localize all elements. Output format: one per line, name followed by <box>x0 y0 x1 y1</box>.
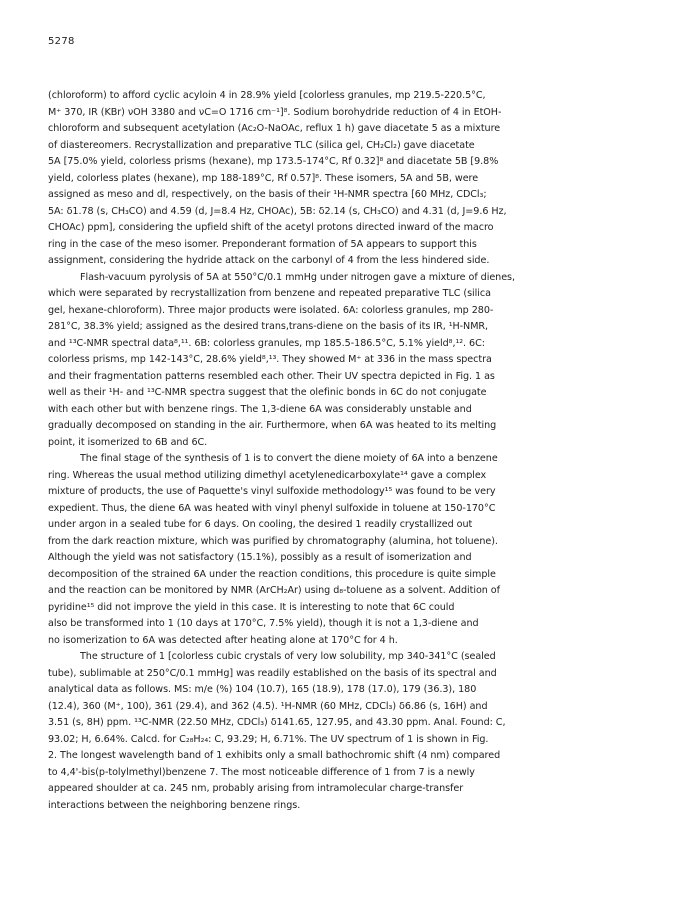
text-line: to 4,4'-bis(p-tolylmethyl)benzene 7. The most noticeable difference of 1 from 7 is a newly <box>48 766 475 778</box>
text-line: assigned as meso and dl, respectively, on the basis of their ¹H-NMR spectra [60 MHz, CDCl₃; <box>48 189 487 200</box>
text-line: 281°C, 38.3% yield; assigned as the desired trans,trans-diene on the basis of its IR, ¹H-NMR, <box>48 321 489 332</box>
text-line: assignment, considering the hydride attack on the carbonyl of 4 from the less hindered side. <box>48 255 490 266</box>
text-line: well as their ¹H- and ¹³C-NMR spectra suggest that the olefinic bonds in 6C do not conjugate <box>48 387 487 398</box>
text-line: CHOAc) ppm], considering the upfield shift of the acetyl protons directed inward of the macro <box>48 222 494 233</box>
text-line: mixture of products, the use of Paquette's vinyl sulfoxide methodology¹⁵ was found to be very <box>48 486 496 497</box>
text-line: no isomerization to 6A was detected after heating alone at 170°C for 4 h. <box>48 634 398 646</box>
text-line: 2. The longest wavelength band of 1 exhibits only a small bathochromic shift (4 nm) compared <box>48 750 501 761</box>
text-line: tube), sublimable at 250°C/0.1 mmHg] was readily established on the basis of its spectral and <box>48 667 497 679</box>
text-line: chloroform and subsequent acetylation (Ac₂O-NaOAc, reflux 1 h) gave diacetate 5 as a mixture <box>48 123 501 134</box>
text-line: colorless prisms, mp 142-143°C, 28.6% yield⁸,¹³. They showed M⁺ at 336 in the mass spectra <box>48 354 492 365</box>
text-line: gel, hexane-chloroform). Three major products were isolated. 6A: colorless granules, mp 280- <box>48 304 494 316</box>
text-line: 5A: δ1.78 (s, CH₃CO) and 4.59 (d, J=8.4 Hz, CHOAc), 5B: δ2.14 (s, CH₃CO) and 4.31 (d, J=9.6 Hz, <box>48 205 507 217</box>
text-line: decomposition of the strained 6A under the reaction conditions, this procedure is quite simple <box>48 568 496 580</box>
text-line: (chloroform) to afford cyclic acyloin 4 in 28.9% yield [colorless granules, mp 219.5-220.5°C, <box>48 90 486 101</box>
text-line: ring in the case of the meso isomer. Preponderant formation of 5A appears to support this <box>48 238 477 250</box>
text-line: pyridine¹⁵ did not improve the yield in this case. It is interesting to note that 6C could <box>48 601 455 613</box>
text-line: of diastereomers. Recrystallization and preparative TLC (silica gel, CH₂Cl₂) gave diacetate <box>48 139 475 151</box>
text-line: interactions between the neighboring benzene rings. <box>48 799 301 811</box>
text-line: analytical data as follows. MS: m/e (%) 104 (10.7), 165 (18.9), 178 (17.0), 179 (36.3), 180 <box>48 684 477 695</box>
paragraph-start-line: Flash-vacuum pyrolysis of 5A at 550°C/0.1 mmHg under nitrogen gave a mixture of dienes, <box>80 271 516 283</box>
text-line: expedient. Thus, the diene 6A was heated with vinyl phenyl sulfoxide in toluene at 150-170°C <box>48 502 496 514</box>
paragraph-start-line: The final stage of the synthesis of 1 is to convert the diene moiety of 6A into a benzene <box>80 453 498 464</box>
text-line: with each other but with benzene rings. The 1,3-diene 6A was considerably unstable and <box>48 403 472 415</box>
text-line: and their fragmentation patterns resembled each other. Their UV spectra depicted in Fig. 1 as <box>48 370 495 382</box>
text-line: which were separated by recrystallization from benzene and repeated preparative TLC (silica <box>48 288 491 299</box>
text-line: and the reaction can be monitored by NMR (ArCH₂Ar) using d₈-toluene as a solvent. Addition of <box>48 585 500 596</box>
paragraph-start-line: The structure of 1 [colorless cubic crystals of very low solubility, mp 340-341°C (sealed <box>80 651 496 662</box>
text-line: also be transformed into 1 (10 days at 170°C, 7.5% yield), though it is not a 1,3-diene and <box>48 618 479 629</box>
text-line: (12.4), 360 (M⁺, 100), 361 (29.4), and 362 (4.5). ¹H-NMR (60 MHz, CDCl₃) δ6.86 (s, 16H) and <box>48 700 488 712</box>
body-text <box>48 88 648 814</box>
text-line: 93.02; H, 6.64%. Calcd. for C₂₈H₂₄: C, 93.29; H, 6.71%. The UV spectrum of 1 is shown in Fig. <box>48 733 489 745</box>
text-line: and ¹³C-NMR spectral data⁸,¹¹. 6B: colorless granules, mp 185.5-186.5°C, 5.1% yield⁸,¹². 6C: <box>48 337 485 349</box>
text-line: under argon in a sealed tube for 6 days. On cooling, the desired 1 readily crystallized out <box>48 519 473 530</box>
text-line: ring. Whereas the usual method utilizing dimethyl acetylenedicarboxylate¹⁴ gave a complex <box>48 469 487 481</box>
page-number: 5278 <box>48 36 75 47</box>
text-line: M⁺ 370, IR (KBr) νOH 3380 and νC=O 1716 cm⁻¹]⁸. Sodium borohydride reduction of 4 in EtOH- <box>48 106 502 118</box>
text-line: point, it isomerized to 6B and 6C. <box>48 436 208 448</box>
text-line: appeared shoulder at ca. 245 nm, probably arising from intramolecular charge-transfer <box>48 783 464 794</box>
text-line: 3.51 (s, 8H) ppm. ¹³C-NMR (22.50 MHz, CDCl₃) δ141.65, 127.95, and 43.30 ppm. Anal. Found: C, <box>48 717 506 728</box>
text-line: yield, colorless plates (hexane), mp 188-189°C, Rf 0.57]⁸. These isomers, 5A and 5B, were <box>48 172 479 184</box>
text-line: 5A [75.0% yield, colorless prisms (hexane), mp 173.5-174°C, Rf 0.32]⁸ and diacetate 5B [9.8% <box>48 156 499 167</box>
text-line: gradually decomposed on standing in the air. Furthermore, when 6A was heated to its melting <box>48 420 497 431</box>
text-line: Although the yield was not satisfactory (15.1%), possibly as a result of isomerization and <box>48 552 472 563</box>
text-line: from the dark reaction mixture, which was purified by chromatography (alumina, hot toluene). <box>48 535 498 547</box>
